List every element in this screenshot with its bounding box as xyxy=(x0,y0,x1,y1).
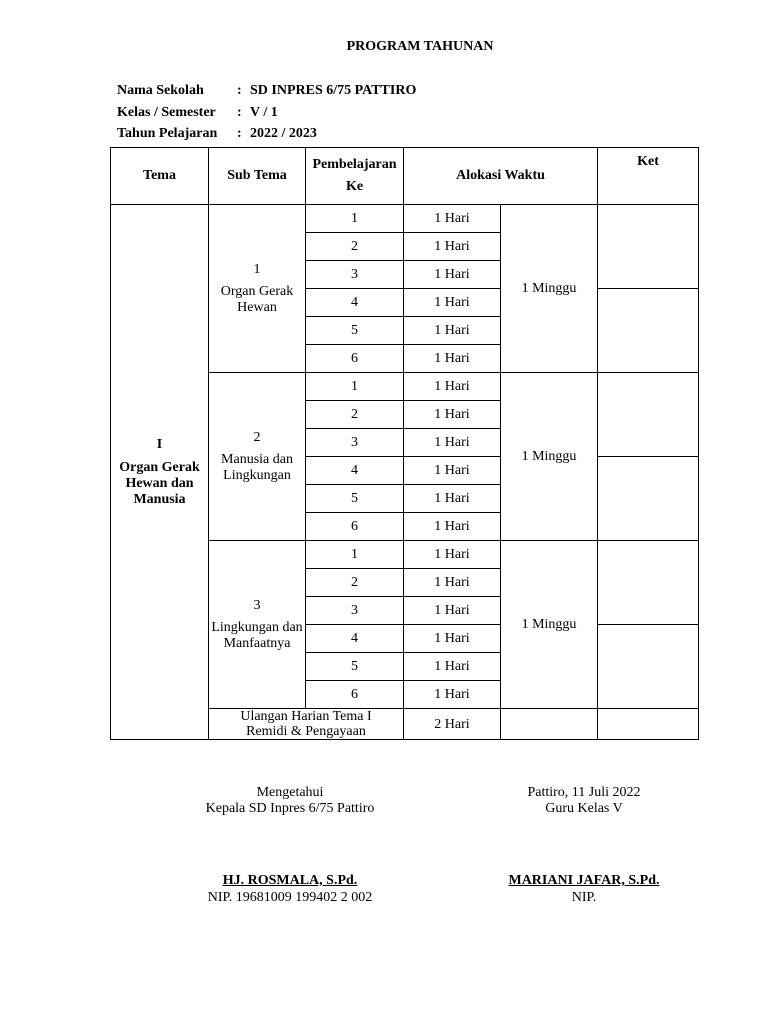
signature-role: Guru Kelas V xyxy=(545,801,623,816)
sub-tema-name: Organ Gerak Hewan xyxy=(220,283,294,315)
pembelajaran-cell: 4 xyxy=(306,625,404,653)
pembelajaran-cell: 5 xyxy=(306,485,404,513)
pembelajaran-cell: 6 xyxy=(306,681,404,709)
info-label: Tahun Pelajaran xyxy=(117,126,218,141)
tema-number: I xyxy=(156,436,163,452)
signature-kepala-sekolah xyxy=(160,785,420,910)
pembelajaran-cell: 1 xyxy=(306,205,404,233)
info-colon: : xyxy=(237,83,242,98)
pembelajaran-cell: 3 xyxy=(306,597,404,625)
alokasi-hari-cell: 1 Hari xyxy=(404,429,501,457)
alokasi-hari-cell: 1 Hari xyxy=(404,261,501,289)
signature-guru-kelas xyxy=(470,785,698,910)
program-table xyxy=(110,147,699,740)
ket-cell xyxy=(598,289,699,373)
info-label: Nama Sekolah xyxy=(117,83,204,98)
ulangan-line: Remidi & Pengayaan xyxy=(246,724,366,739)
signature-nip: NIP. xyxy=(571,890,597,905)
ket-cell xyxy=(598,373,699,457)
alokasi-hari-cell: 1 Hari xyxy=(404,485,501,513)
sub-tema-number: 1 xyxy=(253,261,261,277)
signature-name: HJ. ROSMALA, S.Pd. xyxy=(222,873,358,888)
pembelajaran-cell: 5 xyxy=(306,653,404,681)
signature-nip: NIP. 19681009 199402 2 002 xyxy=(207,890,373,905)
sub-tema-cell xyxy=(209,373,306,541)
ulangan-line: Ulangan Harian Tema I xyxy=(240,709,372,724)
tema-cell xyxy=(111,205,209,740)
ulangan-alokasi-cell: 2 Hari xyxy=(404,709,501,740)
signature-role: Kepala SD Inpres 6/75 Pattiro xyxy=(205,801,375,816)
alokasi-hari-cell: 1 Hari xyxy=(404,653,501,681)
pembelajaran-cell: 2 xyxy=(306,401,404,429)
ulangan-empty-cell xyxy=(501,709,598,740)
pembelajaran-cell: 3 xyxy=(306,261,404,289)
alokasi-hari-cell: 1 Hari xyxy=(404,233,501,261)
header-ket: Ket xyxy=(598,148,699,205)
pembelajaran-cell: 3 xyxy=(306,429,404,457)
signature-place-date: Pattiro, 11 Juli 2022 xyxy=(527,785,641,800)
sub-tema-number: 2 xyxy=(253,429,261,445)
table-header-row xyxy=(111,148,699,205)
alokasi-hari-cell: 1 Hari xyxy=(404,205,501,233)
alokasi-hari-cell: 1 Hari xyxy=(404,373,501,401)
signature-name: MARIANI JAFAR, S.Pd. xyxy=(508,873,660,888)
alokasi-hari-cell: 1 Hari xyxy=(404,513,501,541)
alokasi-hari-cell: 1 Hari xyxy=(404,625,501,653)
pembelajaran-cell: 1 xyxy=(306,373,404,401)
sub-tema-name: Lingkungan dan Manfaatnya xyxy=(211,619,303,651)
sub-tema-cell xyxy=(209,541,306,709)
alokasi-hari-cell: 1 Hari xyxy=(404,457,501,485)
pembelajaran-cell: 2 xyxy=(306,569,404,597)
info-value: V / 1 xyxy=(250,104,278,120)
table-row xyxy=(111,205,699,233)
school-info xyxy=(117,80,416,145)
info-value: SD INPRES 6/75 PATTIRO xyxy=(250,83,417,98)
alokasi-minggu-cell: 1 Minggu xyxy=(501,373,598,541)
pembelajaran-cell: 6 xyxy=(306,513,404,541)
info-label: Kelas / Semester xyxy=(117,104,216,120)
sub-tema-number: 3 xyxy=(253,597,261,613)
ket-cell xyxy=(598,541,699,625)
info-row-year xyxy=(117,123,416,145)
alokasi-hari-cell: 1 Hari xyxy=(404,541,501,569)
header-alokasi-waktu: Alokasi Waktu xyxy=(404,148,598,205)
ket-cell xyxy=(598,205,699,289)
info-colon: : xyxy=(237,104,242,120)
alokasi-hari-cell: 1 Hari xyxy=(404,597,501,625)
alokasi-hari-cell: 1 Hari xyxy=(404,317,501,345)
pembelajaran-cell: 6 xyxy=(306,345,404,373)
alokasi-minggu-cell: 1 Minggu xyxy=(501,205,598,373)
alokasi-hari-cell: 1 Hari xyxy=(404,681,501,709)
header-sub-tema: Sub Tema xyxy=(209,148,306,205)
tema-name: Organ Gerak Hewan dan Manusia xyxy=(119,459,200,507)
alokasi-hari-cell: 1 Hari xyxy=(404,401,501,429)
sub-tema-name: Manusia dan Lingkungan xyxy=(221,451,293,483)
info-row-school xyxy=(117,80,416,102)
pembelajaran-cell: 1 xyxy=(306,541,404,569)
info-colon: : xyxy=(237,126,242,141)
ket-cell xyxy=(598,625,699,709)
pembelajaran-cell: 2 xyxy=(306,233,404,261)
alokasi-hari-cell: 1 Hari xyxy=(404,345,501,373)
ulangan-label-cell xyxy=(209,709,404,740)
header-pembelajaran: Pembelajaran Ke xyxy=(306,148,404,205)
info-value: 2022 / 2023 xyxy=(250,126,317,141)
pembelajaran-cell: 5 xyxy=(306,317,404,345)
ket-cell xyxy=(598,457,699,541)
alokasi-minggu-cell: 1 Minggu xyxy=(501,541,598,709)
pembelajaran-cell: 4 xyxy=(306,457,404,485)
sub-tema-cell xyxy=(209,205,306,373)
header-tema: Tema xyxy=(111,148,209,205)
alokasi-hari-cell: 1 Hari xyxy=(404,289,501,317)
pembelajaran-cell: 4 xyxy=(306,289,404,317)
document-title: PROGRAM TAHUNAN xyxy=(346,39,494,54)
info-row-class xyxy=(117,102,416,124)
alokasi-hari-cell: 1 Hari xyxy=(404,569,501,597)
signature-caption: Mengetahui xyxy=(256,785,324,800)
ket-cell xyxy=(598,709,699,740)
